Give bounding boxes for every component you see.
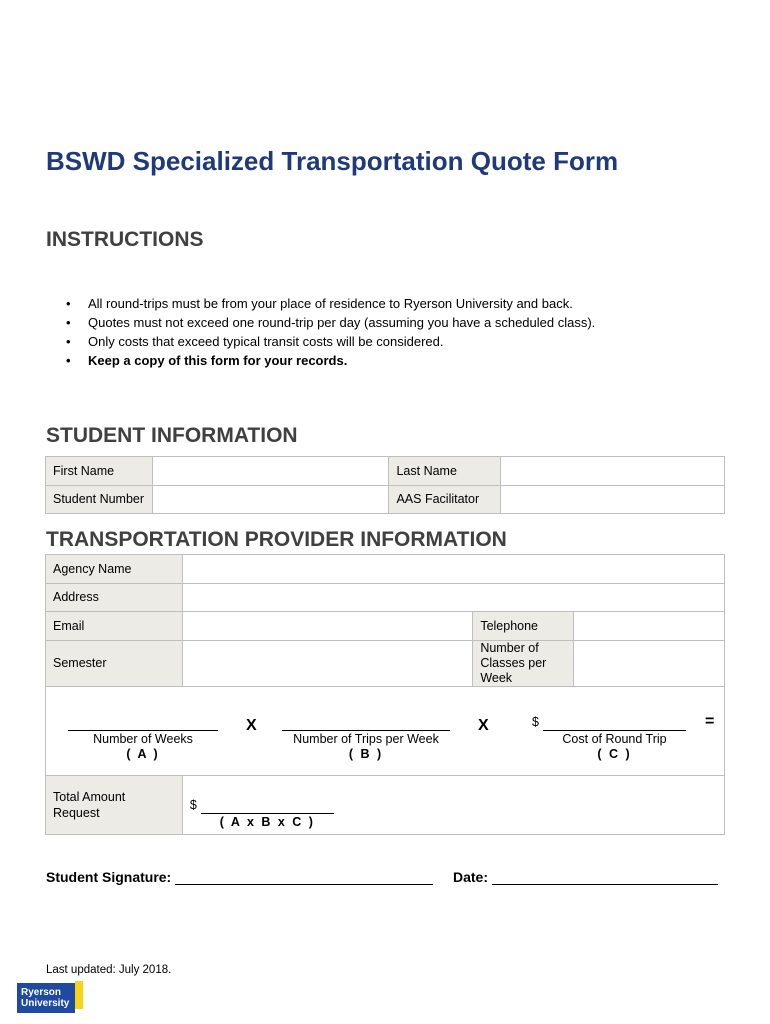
agency-name-field[interactable] <box>182 555 724 584</box>
first-name-label: First Name <box>46 457 153 486</box>
page-title: BSWD Specialized Transportation Quote Form <box>46 146 619 176</box>
provider-info-heading: TRANSPORTATION PROVIDER INFORMATION <box>46 528 507 551</box>
calculation-cell <box>46 686 725 775</box>
weeks-caption: Number of Weeks <box>93 731 193 746</box>
cost-dollar-sign: $ <box>532 714 539 729</box>
cost-letter: ( C ) <box>597 746 632 761</box>
ryerson-logo <box>17 981 85 1013</box>
logo-yellow-bar <box>75 981 83 1009</box>
first-name-field[interactable] <box>152 457 389 486</box>
cost-item <box>543 717 686 761</box>
multiply-sign: X <box>246 716 257 734</box>
total-item <box>201 800 334 829</box>
semester-label: Semester <box>46 640 183 686</box>
agency-name-label: Agency Name <box>46 555 183 584</box>
total-dollar-sign: $ <box>189 797 197 812</box>
address-label: Address <box>46 583 183 612</box>
weeks-letter: ( A ) <box>126 746 160 761</box>
total-amount-cell <box>182 775 724 834</box>
email-field[interactable] <box>182 612 472 641</box>
student-number-field[interactable] <box>152 485 389 514</box>
last-name-field[interactable] <box>501 457 725 486</box>
student-signature-label: Student Signature: <box>46 869 172 885</box>
instruction-item: • Only costs that exceed typical transit costs will be considered. <box>66 332 595 351</box>
semester-field[interactable] <box>182 640 472 686</box>
date-signature <box>453 869 718 885</box>
instruction-item: • All round-trips must be from your place of residence to Ryerson University and back. <box>66 294 595 313</box>
trips-item <box>282 717 450 761</box>
classes-label-line: Number of <box>480 640 539 655</box>
date-line[interactable] <box>492 884 718 885</box>
student-number-label: Student Number <box>46 485 153 514</box>
total-label-line: Request <box>53 805 100 820</box>
classes-per-week-label <box>473 640 574 686</box>
aas-facilitator-field[interactable] <box>501 485 725 514</box>
cost-input-line[interactable] <box>543 717 686 731</box>
total-formula: ( A x B x C ) <box>219 814 315 829</box>
trips-letter: ( B ) <box>348 746 384 761</box>
multiply-sign: X <box>478 716 489 734</box>
provider-info-table <box>45 554 725 835</box>
telephone-field[interactable] <box>574 612 725 641</box>
logo-text-line: Ryerson <box>21 987 62 998</box>
total-amount-label <box>46 775 183 834</box>
classes-per-week-field[interactable] <box>574 640 725 686</box>
student-signature <box>46 869 433 885</box>
instruction-item: • Quotes must not exceed one round-trip per day (assuming you have a scheduled class). <box>66 313 595 332</box>
logo-blue-block <box>17 983 75 1013</box>
instructions-list <box>66 294 595 370</box>
classes-label-line: Week <box>480 670 513 685</box>
date-label: Date: <box>453 869 489 885</box>
total-input-line[interactable] <box>201 800 334 814</box>
equals-sign: = <box>705 712 715 730</box>
student-signature-line[interactable] <box>175 884 433 885</box>
aas-facilitator-label: AAS Facilitator <box>389 485 501 514</box>
logo-text-line: University <box>21 998 70 1009</box>
address-field[interactable] <box>182 583 724 612</box>
student-info-heading: STUDENT INFORMATION <box>46 424 298 447</box>
trips-input-line[interactable] <box>282 717 450 731</box>
last-name-label: Last Name <box>389 457 501 486</box>
telephone-label: Telephone <box>473 612 574 641</box>
student-info-table <box>45 456 725 514</box>
weeks-item <box>68 717 218 761</box>
email-label: Email <box>46 612 183 641</box>
classes-label-line: Classes per <box>480 655 547 670</box>
total-label-line: Total Amount <box>53 789 126 804</box>
last-updated-note: Last updated: July 2018. <box>46 964 172 976</box>
cost-caption: Cost of Round Trip <box>562 731 667 746</box>
weeks-input-line[interactable] <box>68 717 218 731</box>
instruction-item: • Keep a copy of this form for your records. <box>66 351 595 370</box>
trips-caption: Number of Trips per Week <box>293 731 439 746</box>
instructions-heading: INSTRUCTIONS <box>46 228 204 251</box>
